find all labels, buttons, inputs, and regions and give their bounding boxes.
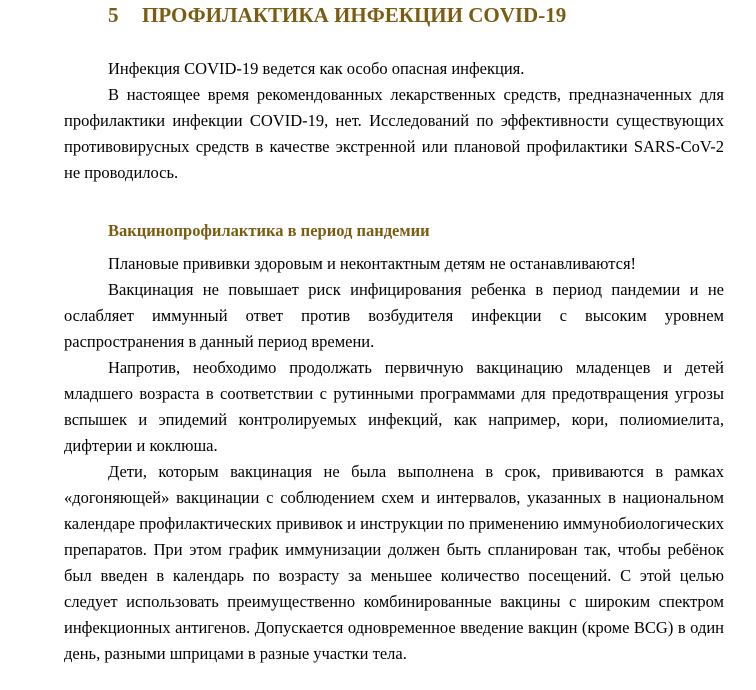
vaccination-paragraph-4: Дети, которым вакцинация не была выполнена в срок, прививаются в рамках «догоняющей» вакцинации с соблюдением схем и интервалов, указанных в национальном календаре профилактических прививок и инструкции по применению иммунобиологических препаратов. При этом график иммунизации должен быть спланирован так, чтобы ребёнок был введен в календарь по возрасту за меньшее количество посещений. С этой целью следует использовать преимущественно комбинированные вакцины с широким спектром инфекционных антигенов. Допускается одновременное введение вакцин (кроме BCG) в один день, разными шприцами в разные участки тела.	[64, 462, 724, 663]
section-number: 5	[108, 3, 119, 27]
intro-paragraph-1: Инфекция COVID-19 ведется как особо опасная инфекция.	[108, 59, 525, 78]
intro-paragraph-2: В настоящее время рекомендованных лекарственных средств, предназначенных для профилактики инфекции COVID-19, нет. Исследований по эффективности существующих противовирусных средств в качестве экстренной или плановой профилактики SARS-CoV-2 не проводилось.	[64, 85, 724, 182]
section-title: ПРОФИЛАКТИКА ИНФЕКЦИИ COVID-19	[142, 3, 567, 27]
vaccination-block	[64, 251, 724, 667]
subsection-heading: Вакцинопрофилактика в период пандемии	[108, 221, 430, 240]
vaccination-paragraph-1: Плановые прививки здоровым и неконтактным детям не останавливаются!	[108, 254, 637, 273]
vaccination-paragraph-2: Вакцинация не повышает риск инфицирования ребенка в период пандемии и не ослабляет иммунный ответ против возбудителя инфекции с высоким уровнем распространения в данный период времени.	[64, 280, 724, 351]
vaccination-paragraph-3: Напротив, необходимо продолжать первичную вакцинацию младенцев и детей младшего возраста в соответствии с рутинными программами для предотвращения угрозы вспышек и эпидемий контролируемых инфекций, как например, кори, полиомиелита, дифтерии и коклюша.	[64, 358, 724, 455]
section-heading	[108, 2, 566, 28]
intro-block	[64, 56, 724, 186]
